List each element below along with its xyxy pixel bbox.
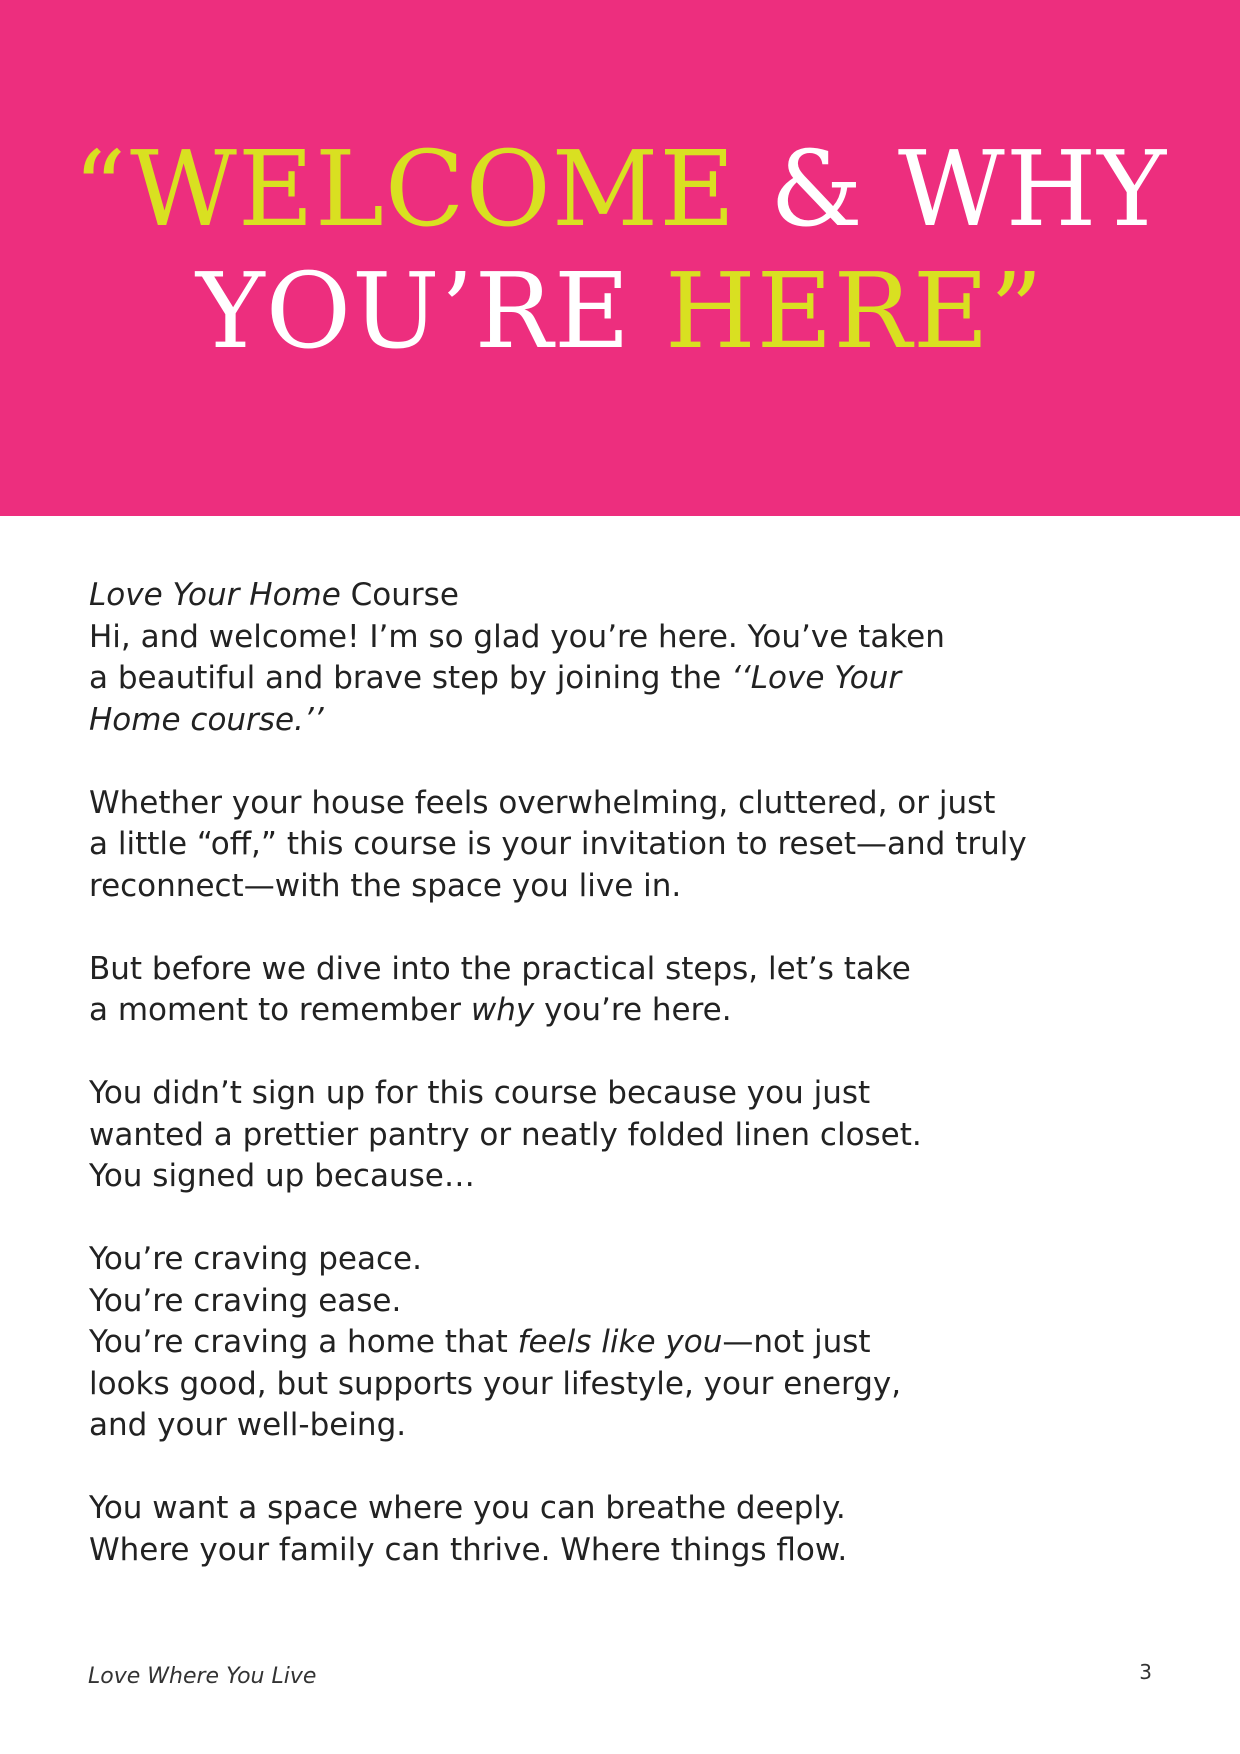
text-line: Where your family can thrive. Where things flow. (89, 1531, 848, 1568)
text-line: —not just (722, 1324, 871, 1360)
title-banner (0, 0, 1240, 516)
paragraph-2 (89, 783, 1089, 908)
paragraph-4 (89, 1073, 1089, 1198)
title-open-quote: “ (72, 128, 130, 250)
course-suffix: Course (340, 577, 459, 613)
text-line: You’re craving peace. (89, 1241, 422, 1277)
intro-line: a beautiful and brave step by joining the (89, 660, 732, 696)
text-line: you’re here. (534, 992, 732, 1028)
intro-course-quote: ‘‘Love Your (731, 660, 902, 696)
text-line: But before we dive into the practical steps, let’s take (89, 950, 911, 987)
text-line: looks good, but supports your lifestyle, your energy, (89, 1365, 902, 1402)
text-line: You signed up because… (89, 1158, 475, 1194)
paragraph-3 (89, 949, 1089, 1032)
text-line: a moment to remember (89, 992, 471, 1028)
intro-paragraph (89, 575, 1089, 741)
text-line: wanted a prettier pantry or neatly folded linen closet. (89, 1116, 922, 1153)
title-welcome: WELCOME (130, 128, 737, 250)
text-line: You’re craving ease. (89, 1282, 402, 1319)
text-line: You didn’t sign up for this course because you just (89, 1075, 871, 1111)
intro-line: Hi, and welcome! I’m so glad you’re here. You’ve taken (89, 618, 945, 655)
title-close-quote: ” (989, 250, 1044, 372)
title-amp-why: & WHY (736, 128, 1168, 250)
emphasis-feels-like-you: feels like you (517, 1324, 723, 1360)
title-youre: YOU’RE (196, 250, 665, 372)
text-line: Whether your house feels overwhelming, cluttered, or just (89, 784, 996, 821)
text-line: and your well-being. (89, 1407, 407, 1443)
paragraph-6 (89, 1488, 1089, 1571)
text-line: reconnect—with the space you live in. (89, 867, 682, 904)
page-title (0, 128, 1240, 372)
emphasis-why: why (470, 992, 535, 1028)
body-text (89, 575, 1089, 1571)
text-line: You want a space where you can breathe deeply. (89, 1490, 846, 1526)
footer-title: Love Where You Live (88, 1664, 317, 1689)
intro-course-quote-end: Home course.’’ (89, 701, 324, 738)
text-line: You’re craving a home that (89, 1324, 518, 1360)
course-name: Love Your Home (89, 577, 341, 613)
page-number: 3 (1139, 1660, 1152, 1684)
text-line: a little “off,” this course is your invitation to reset—and truly (89, 826, 1027, 862)
paragraph-5 (89, 1239, 1089, 1447)
title-here: HERE (664, 250, 990, 372)
